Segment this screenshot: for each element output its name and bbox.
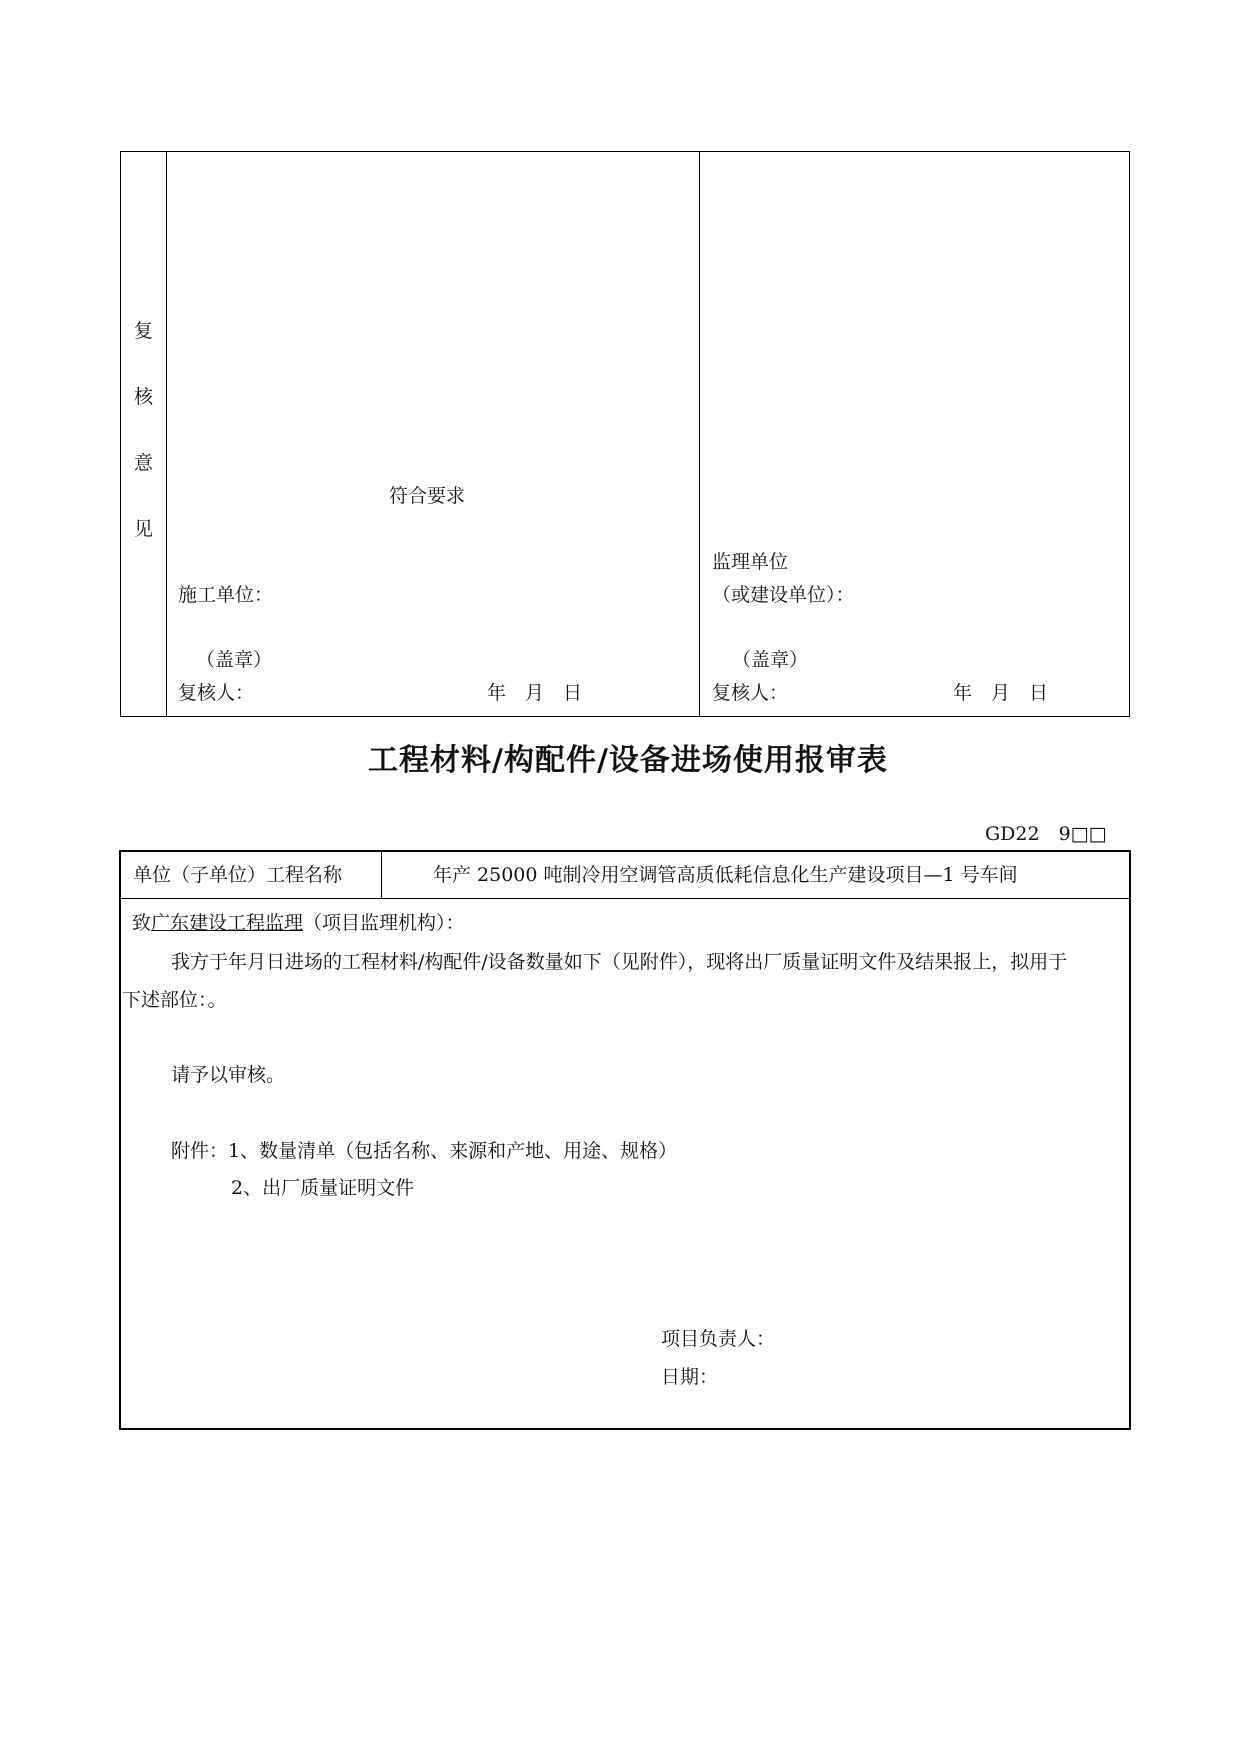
form-title: 工程材料/构配件/设备进场使用报审表 — [368, 743, 888, 778]
body-line-1: 我方于年月日进场的工程材料/构配件/设备数量如下（见附件），现将出厂质量证明文件及结果报上，拟用于 — [171, 951, 1068, 973]
responsible-label: 项目负责人： — [661, 1328, 776, 1350]
supervisor-date-label: 年 月 日 — [953, 682, 1049, 704]
form-code: GD22 9□□ — [985, 823, 1107, 845]
side-label-char: 见 — [134, 518, 154, 540]
addressee-suffix: （项目监理机构）： — [303, 912, 465, 934]
contractor-unit-label: 施工单位： — [178, 584, 274, 606]
attachment-2: 2、出厂质量证明文件 — [231, 1177, 415, 1199]
supervisor-reviewer-label: 复核人： — [712, 682, 789, 704]
side-label-char: 复 — [134, 320, 154, 342]
project-name-label: 单位（子单位）工程名称 — [133, 864, 343, 886]
side-label-char: 核 — [134, 386, 154, 408]
contractor-seal: （盖章） — [196, 649, 273, 671]
date-label: 日期： — [661, 1366, 719, 1388]
contractor-opinion: 符合要求 — [389, 485, 466, 507]
addressee-line — [132, 914, 465, 933]
supervisor-unit-label: 监理单位 — [712, 551, 789, 573]
review-request: 请予以审核。 — [171, 1064, 286, 1086]
supervisor-seal: （盖章） — [732, 649, 809, 671]
supervisor-unit-label-alt: （或建设单位）： — [712, 584, 855, 606]
addressee-org: 广东建设工程监理 — [151, 912, 304, 934]
body-line-2: 下述部位：。 — [122, 989, 227, 1011]
side-label-char: 意 — [134, 452, 154, 474]
contractor-reviewer-label: 复核人： — [178, 682, 255, 704]
contractor-date-label: 年 月 日 — [487, 682, 583, 704]
attachment-1: 附件：1、数量清单（包括名称、来源和产地、用途、规格） — [171, 1140, 678, 1162]
project-name-value: 年产 25000 吨制冷用空调管高质低耗信息化生产建设项目—1 号车间 — [433, 864, 1018, 886]
addressee-prefix: 致 — [132, 912, 152, 934]
